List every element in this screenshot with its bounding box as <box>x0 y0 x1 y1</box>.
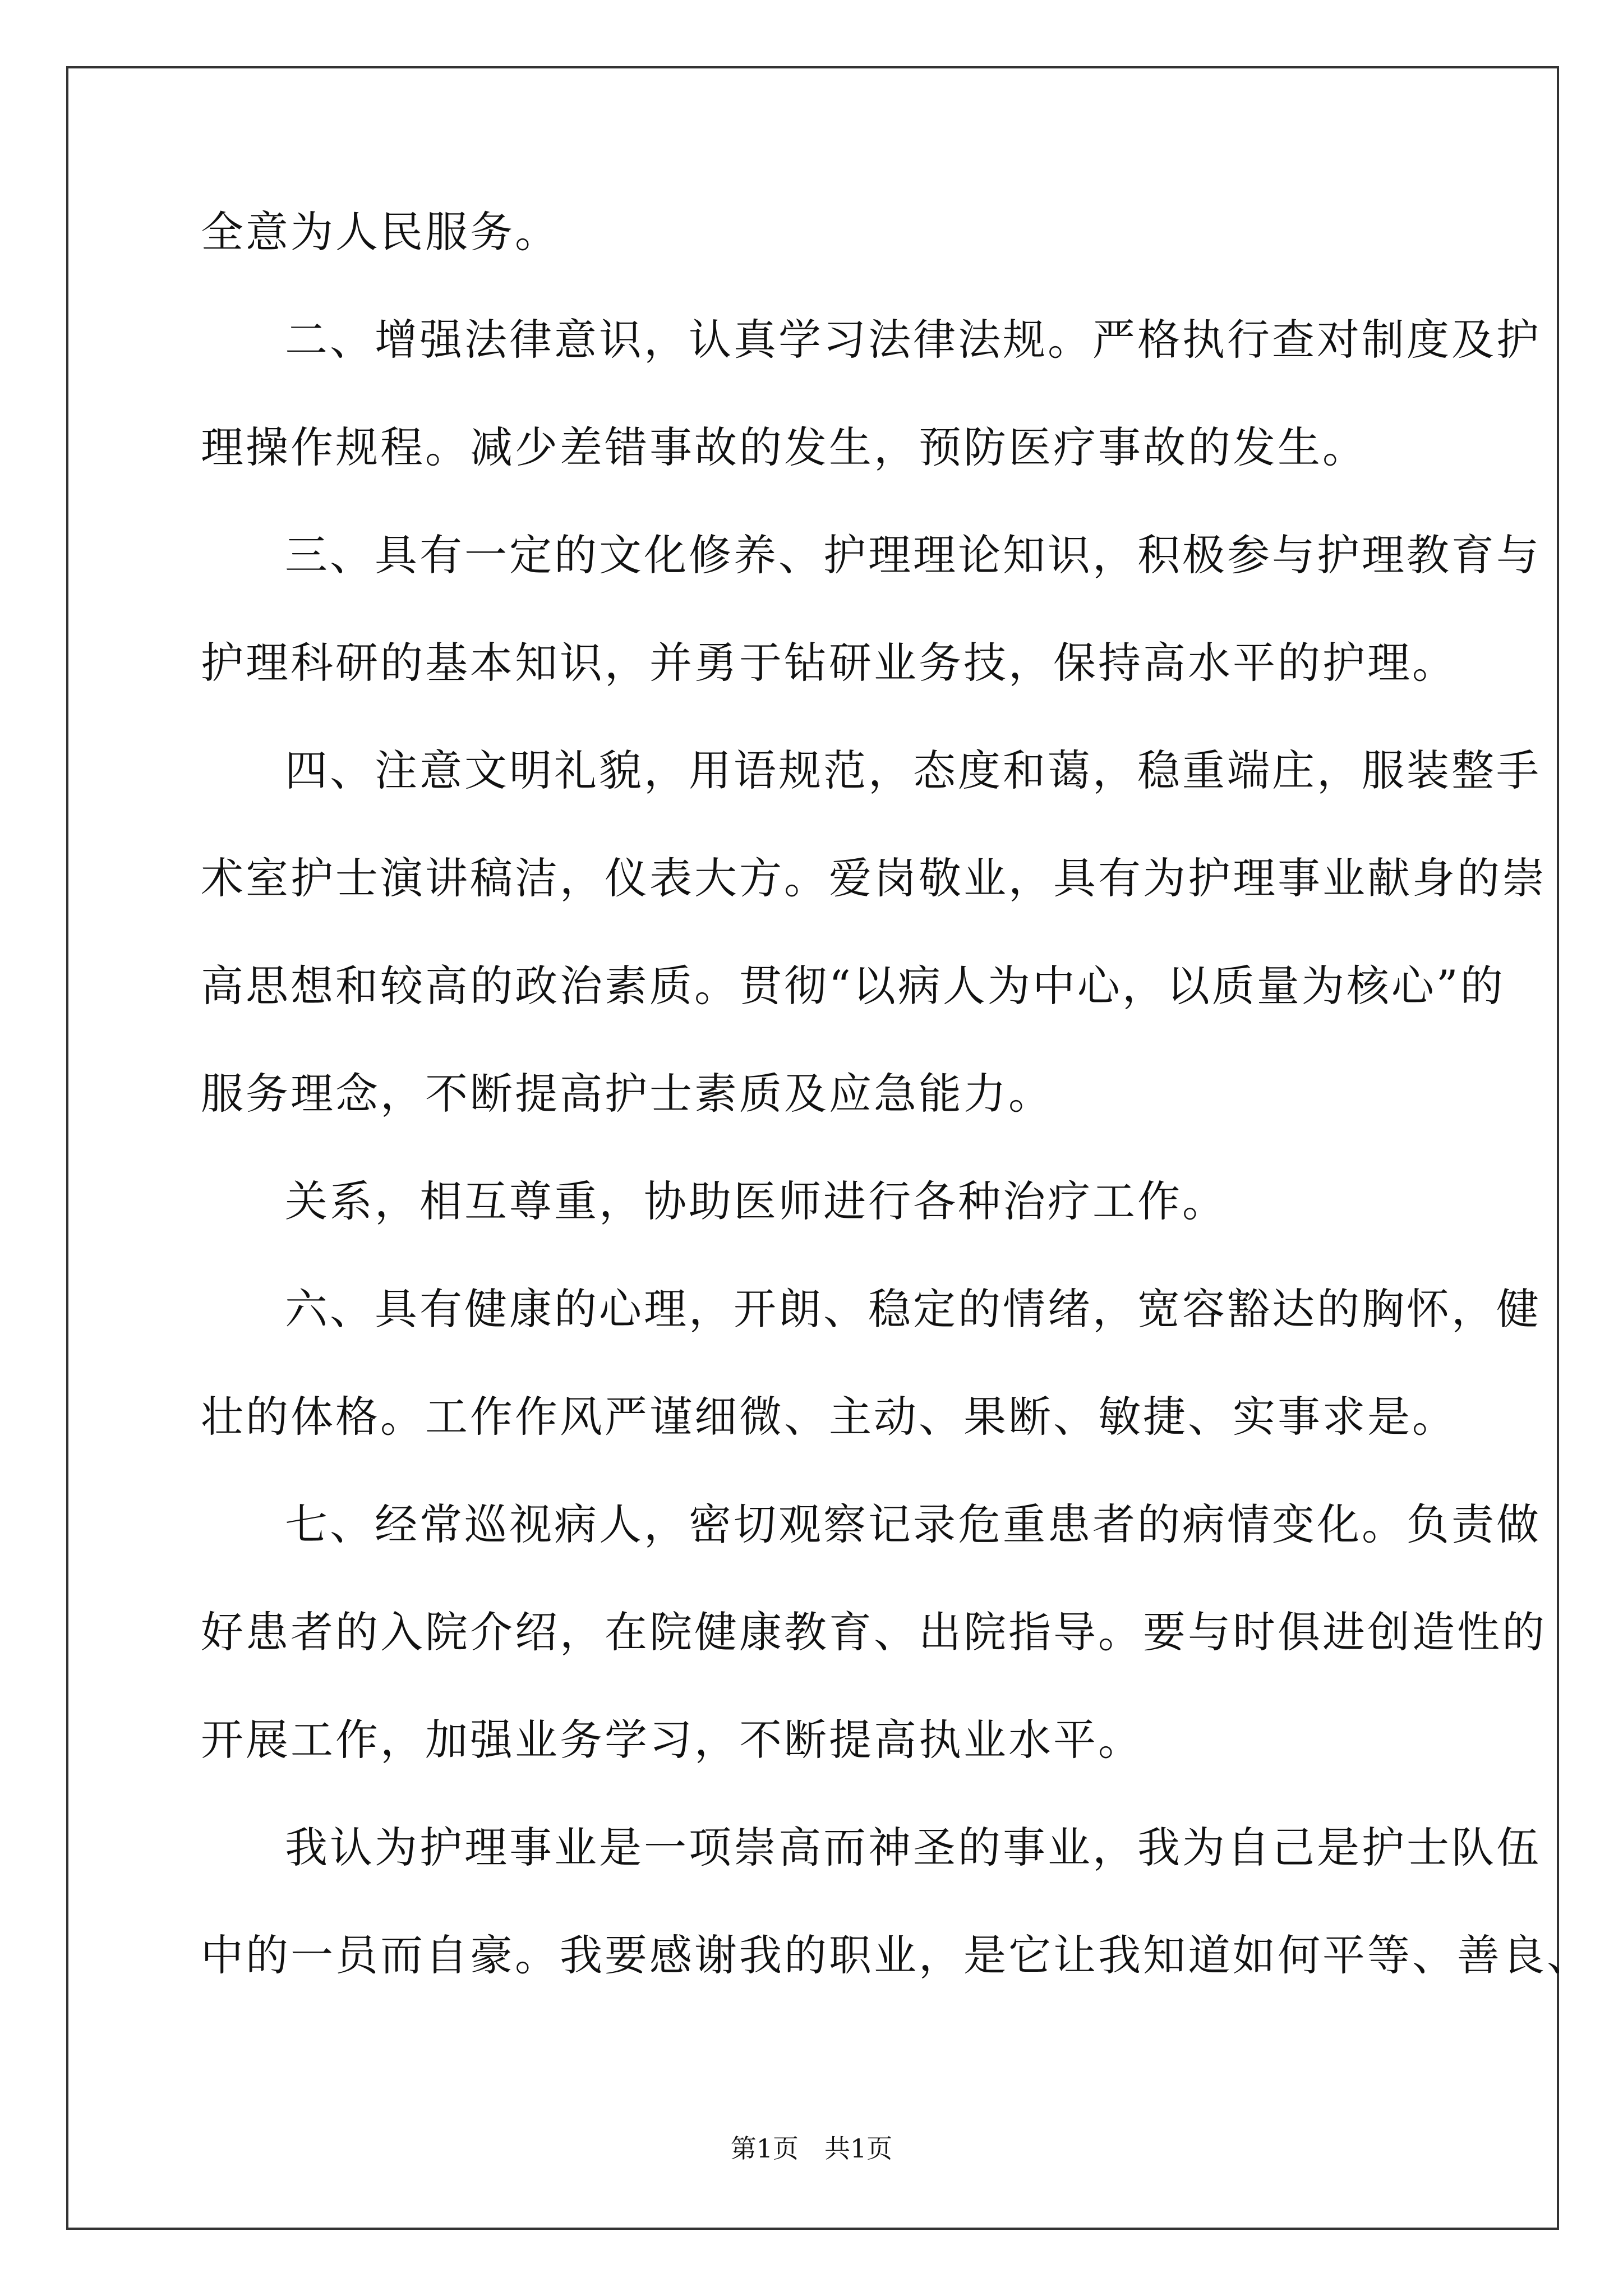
paragraph-4-line-1: 四、注意文明礼貌，用语规范，态度和蔼，稳重端庄，服装整手 <box>285 746 1541 795</box>
paragraph-7-line-1: 七、经常巡视病人，密切观察记录危重患者的病情变化。负责做 <box>285 1499 1541 1549</box>
paragraph-8-line-1: 我认为护理事业是一项崇高而神圣的事业，我为自己是护士队伍 <box>285 1823 1541 1872</box>
paragraph-4-line-3: 高思想和较高的政治素质。贯彻“以病人为中心，以质量为核心”的 <box>201 961 1505 1011</box>
paragraph-7-line-3: 开展工作，加强业务学习，不断提高执业水平。 <box>201 1715 1143 1765</box>
paragraph-3-line-2: 护理科研的基本知识，并勇于钻研业务技，保持高水平的护理。 <box>201 638 1457 688</box>
paragraph-4-line-4: 服务理念，不断提高护士素质及应急能力。 <box>201 1069 1053 1119</box>
paragraph-7-line-2: 好患者的入院介绍，在院健康教育、出院指导。要与时俱进创造性的 <box>201 1607 1547 1657</box>
paragraph-8-line-2: 中的一员而自豪。我要感谢我的职业，是它让我知道如何平等、善良、 <box>201 1930 1592 1980</box>
paragraph-5-line-1: 关系，相互尊重，协助医师进行各种治疗工作。 <box>285 1176 1227 1226</box>
paragraph-3-line-1: 三、具有一定的文化修养、护理理论知识，积极参与护理教育与 <box>285 530 1541 580</box>
paragraph-2-line-1: 二、增强法律意识，认真学习法律法规。严格执行查对制度及护 <box>285 315 1541 365</box>
text-line: 全意为人民服务。 <box>201 207 560 257</box>
page-number-footer: 第1页 共1页 <box>730 2133 893 2164</box>
paragraph-6-line-1: 六、具有健康的心理，开朗、稳定的情绪，宽容豁达的胸怀，健 <box>285 1284 1541 1334</box>
paragraph-4-line-2: 术室护士演讲稿洁，仪表大方。爱岗敬业，具有为护理事业献身的崇 <box>201 853 1547 903</box>
paragraph-6-line-2: 壮的体格。工作作风严谨细微、主动、果断、敏捷、实事求是。 <box>201 1392 1457 1442</box>
paragraph-2-line-2: 理操作规程。减少差错事故的发生，预防医疗事故的发生。 <box>201 422 1367 472</box>
page-border <box>66 66 1592 2230</box>
